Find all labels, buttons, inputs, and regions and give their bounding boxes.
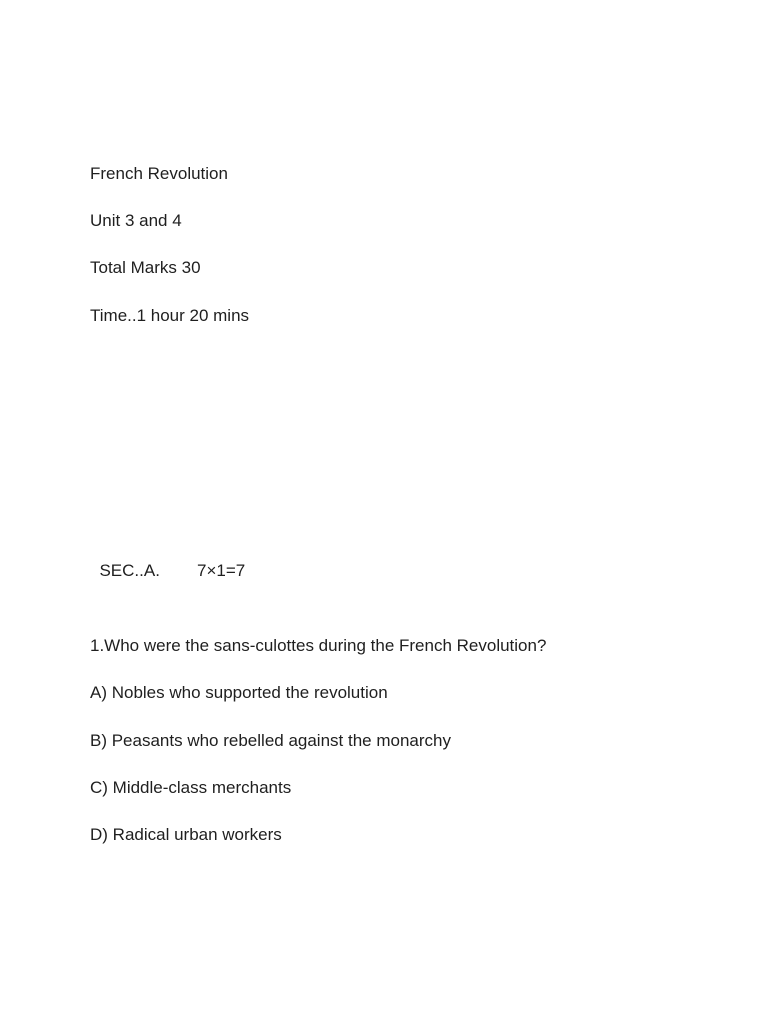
total-marks: Total Marks 30	[90, 258, 201, 277]
option-b: B) Peasants who rebelled against the monarchy	[90, 731, 451, 750]
option-c: C) Middle-class merchants	[90, 778, 292, 797]
unit-info: Unit 3 and 4	[90, 211, 182, 230]
time-allowed: Time..1 hour 20 mins	[90, 306, 250, 325]
option-a: A) Nobles who supported the revolution	[90, 683, 388, 702]
option-d: D) Radical urban workers	[90, 825, 282, 844]
section-heading	[90, 541, 246, 581]
section-marks: 7×1=7	[197, 561, 246, 580]
question-text: 1.Who were the sans-culottes during the French Revolution?	[90, 636, 547, 655]
section-name: SEC..A.	[99, 561, 160, 580]
document-title: French Revolution	[90, 164, 228, 183]
